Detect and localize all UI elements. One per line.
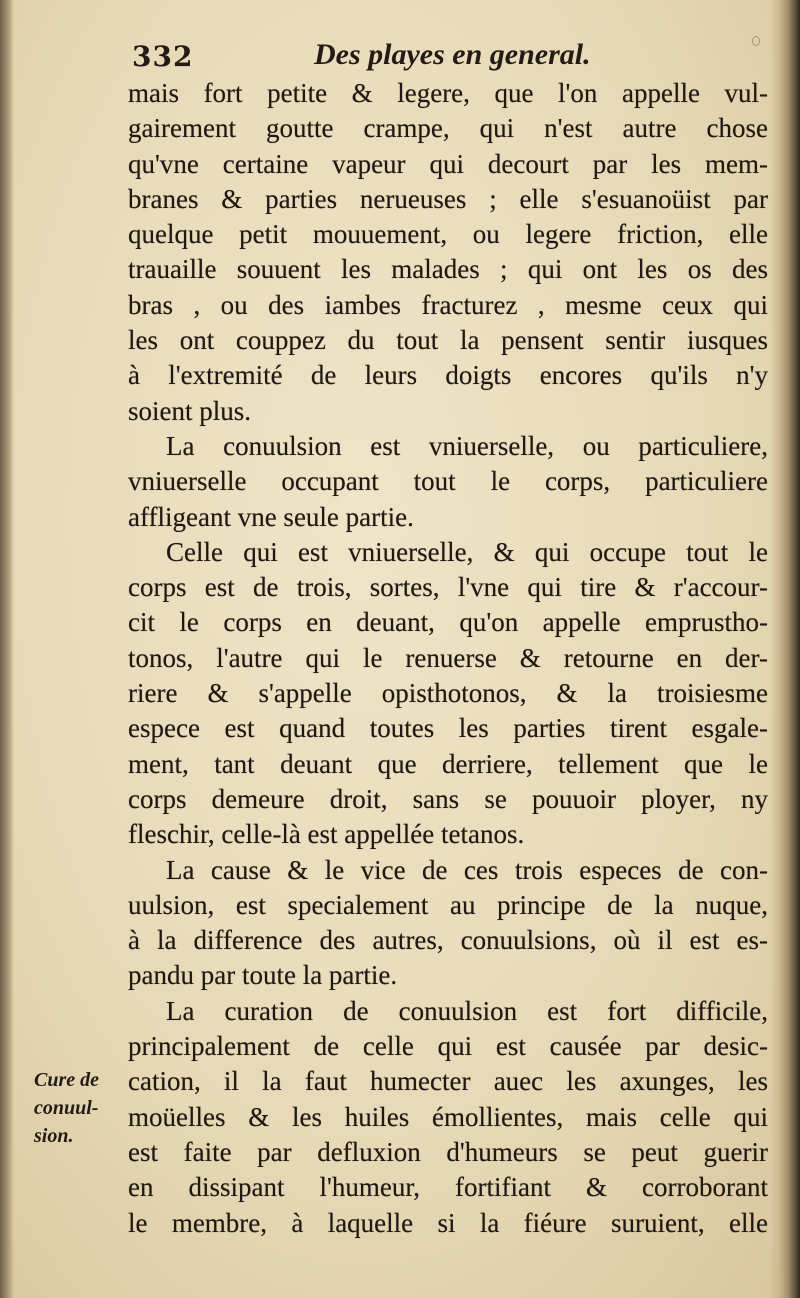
text-line: branes & parties nerueuses ; elle s'esuanoüist par bbox=[128, 183, 768, 214]
text-line: qu'vne certaine vapeur qui decourt par les mem- bbox=[128, 148, 768, 179]
paragraph-start-line: La conuulsion est vniuerselle, ou particuliere, bbox=[166, 430, 768, 461]
text-line: gairement goutte crampe, qui n'est autre chose bbox=[128, 113, 768, 144]
text-line: ment, tant deuant que derriere, tellement que le bbox=[128, 748, 768, 779]
marginal-note-line: Cure de bbox=[34, 1069, 99, 1091]
text-line: espece est quand toutes les parties tirent esgale- bbox=[128, 713, 768, 744]
marginal-note-line: sion. bbox=[34, 1125, 74, 1147]
text-line: mais fort petite & legere, que l'on appelle vul- bbox=[128, 78, 768, 108]
text-line: tonos, l'autre qui le renuerse & retourne en der- bbox=[128, 642, 768, 673]
text-line: pandu par toute la partie. bbox=[128, 960, 398, 991]
text-line: quelque petit mouuement, ou legere friction, elle bbox=[128, 219, 768, 250]
text-line: trauaille souuent les malades ; qui ont les os des bbox=[128, 254, 768, 285]
text-line: à l'extremité de leurs doigts encores qu'ils n'y bbox=[128, 360, 768, 391]
text-line: riere & s'appelle opisthotonos, & la troisiesme bbox=[128, 678, 768, 709]
text-line: en dissipant l'humeur, fortifiant & corroborant bbox=[128, 1172, 768, 1203]
text-line: principalement de celle qui est causée par desic- bbox=[128, 1031, 768, 1062]
binding-gutter bbox=[0, 0, 14, 1298]
text-line: corps demeure droit, sans se pouuoir ployer, ny bbox=[128, 783, 768, 814]
text-line: affligeant vne seule partie. bbox=[128, 501, 414, 532]
paragraph-start-line: La cause & le vice de ces trois especes de con- bbox=[166, 854, 768, 885]
text-line: corps est de trois, sortes, l'vne qui tire & r'accour- bbox=[128, 572, 768, 603]
text-line: soient plus. bbox=[128, 395, 252, 426]
marginal-note bbox=[34, 1066, 124, 1150]
paragraph-start-line: Celle qui est vniuerselle, & qui occupe tout le bbox=[166, 536, 768, 567]
text-line: bras , ou des iambes fracturez , mesme ceux qui bbox=[128, 289, 768, 320]
text-line: cit le corps en deuant, qu'on appelle emprustho- bbox=[128, 607, 768, 638]
running-title: Des playes en general. bbox=[314, 38, 591, 71]
text-line: le membre, à laquelle si la fiéure suruient, elle bbox=[128, 1207, 768, 1238]
text-line: à la difference des autres, conuulsions, où il est es- bbox=[128, 925, 768, 956]
text-line: fleschir, celle-là est appellée tetanos. bbox=[128, 819, 525, 850]
page-fore-edge bbox=[770, 0, 800, 1298]
text-line: les ont couppez du tout la pensent sentir iusques bbox=[128, 325, 768, 356]
text-line: uulsion, est specialement au principe de la nuque, bbox=[128, 889, 768, 920]
text-line: vniuerselle occupant tout le corps, particuliere bbox=[128, 466, 768, 497]
running-head bbox=[132, 36, 752, 80]
body-text bbox=[128, 76, 768, 1241]
page-number: 332 bbox=[132, 40, 194, 73]
text-line: cation, il la faut humecter auec les axunges, les bbox=[128, 1066, 768, 1097]
text-line: est faite par defluxion d'humeurs se peut guerir bbox=[128, 1136, 768, 1167]
text-line: moüelles & les huiles émollientes, mais celle qui bbox=[128, 1101, 768, 1132]
marginal-note-line: conuul- bbox=[34, 1097, 99, 1119]
paragraph-start-line: La curation de conuulsion est fort difficile, bbox=[166, 995, 768, 1026]
paper-blemish bbox=[752, 36, 760, 46]
